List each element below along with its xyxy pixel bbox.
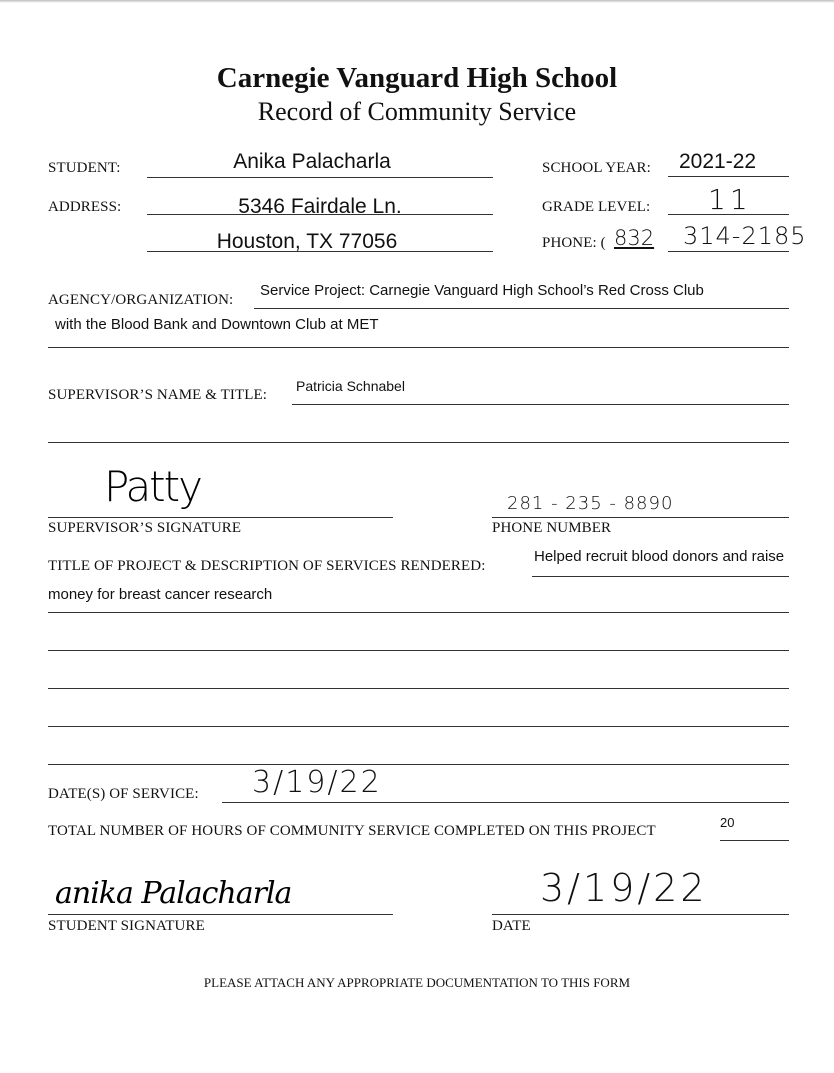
agency-value-1[interactable]: Service Project: Carnegie Vanguard High School’s Red Cross Club — [260, 282, 704, 299]
top-edge — [0, 0, 834, 3]
student-value[interactable]: Anika Palacharla — [233, 150, 391, 173]
grade-level-value[interactable]: 11 — [708, 183, 752, 216]
address-value-1[interactable]: 5346 Fairdale Ln. — [238, 195, 402, 218]
date-line — [492, 914, 789, 915]
phone-line — [668, 251, 789, 252]
hours-label: TOTAL NUMBER OF HOURS OF COMMUNITY SERVICE COMPLETED ON THIS PROJECT — [48, 823, 656, 839]
footer-note: PLEASE ATTACH ANY APPROPRIATE DOCUMENTATION TO THIS FORM — [203, 975, 631, 990]
description-line-2 — [48, 612, 789, 613]
agency-line-2 — [48, 347, 789, 348]
grade-level-label: GRADE LEVEL: — [542, 199, 651, 215]
agency-line-1 — [254, 308, 789, 309]
agency-value-2[interactable]: with the Blood Bank and Downtown Club at MET — [55, 316, 379, 333]
supervisor-label: SUPERVISOR’S NAME & TITLE: — [48, 387, 268, 403]
phone-value[interactable]: 314-2185 — [683, 222, 807, 250]
student-signature-line — [48, 914, 393, 915]
description-line-5 — [48, 726, 789, 727]
student-signature-label: STUDENT SIGNATURE — [48, 918, 205, 934]
description-line-3 — [48, 650, 789, 651]
supervisor-signature[interactable]: Patty — [104, 462, 201, 511]
school-year-value[interactable]: 2021-22 — [679, 150, 757, 173]
supervisor-signature-line — [48, 517, 393, 518]
supervisor-line — [292, 404, 789, 405]
dates-value[interactable]: 3/19/22 — [252, 765, 382, 800]
supervisor-value[interactable]: Patricia Schnabel — [296, 378, 405, 394]
description-line-4 — [48, 688, 789, 689]
student-signature[interactable]: anika Palacharla — [55, 876, 292, 911]
address-value-2[interactable]: Houston, TX 77056 — [216, 230, 398, 253]
description-label: TITLE OF PROJECT & DESCRIPTION OF SERVICES RENDERED: — [48, 558, 486, 574]
school-year-line — [668, 176, 789, 177]
date-value[interactable]: 3/19/22 — [540, 866, 708, 910]
hours-value[interactable]: 20 — [720, 815, 735, 830]
student-label: STUDENT: — [48, 160, 121, 176]
phone-number-label: PHONE NUMBER — [492, 520, 612, 536]
hours-line — [720, 840, 789, 841]
school-name: Carnegie Vanguard High School — [216, 62, 618, 94]
address-label: ADDRESS: — [48, 199, 122, 215]
form-title: Record of Community Service — [257, 97, 577, 126]
date-label: DATE — [492, 918, 531, 934]
school-year-label: SCHOOL YEAR: — [542, 160, 651, 176]
supervisor-signature-label: SUPERVISOR’S SIGNATURE — [48, 520, 242, 536]
supervisor-line-2 — [48, 442, 789, 443]
description-line-6 — [48, 764, 789, 765]
phone-label: PHONE: ( — [542, 235, 606, 251]
student-line — [147, 177, 493, 178]
supervisor-phone-value[interactable]: 281 - 235 - 8890 — [507, 493, 674, 514]
agency-label: AGENCY/ORGANIZATION: — [48, 292, 234, 308]
dates-label: DATE(S) OF SERVICE: — [48, 786, 199, 802]
dates-line — [222, 802, 789, 803]
phone-area-code[interactable]: 832 — [614, 226, 655, 250]
description-value-1[interactable]: Helped recruit blood donors and raise — [534, 548, 785, 565]
description-line-1 — [532, 576, 789, 577]
description-value-2[interactable]: money for breast cancer research — [48, 586, 273, 603]
supervisor-phone-line — [492, 517, 789, 518]
